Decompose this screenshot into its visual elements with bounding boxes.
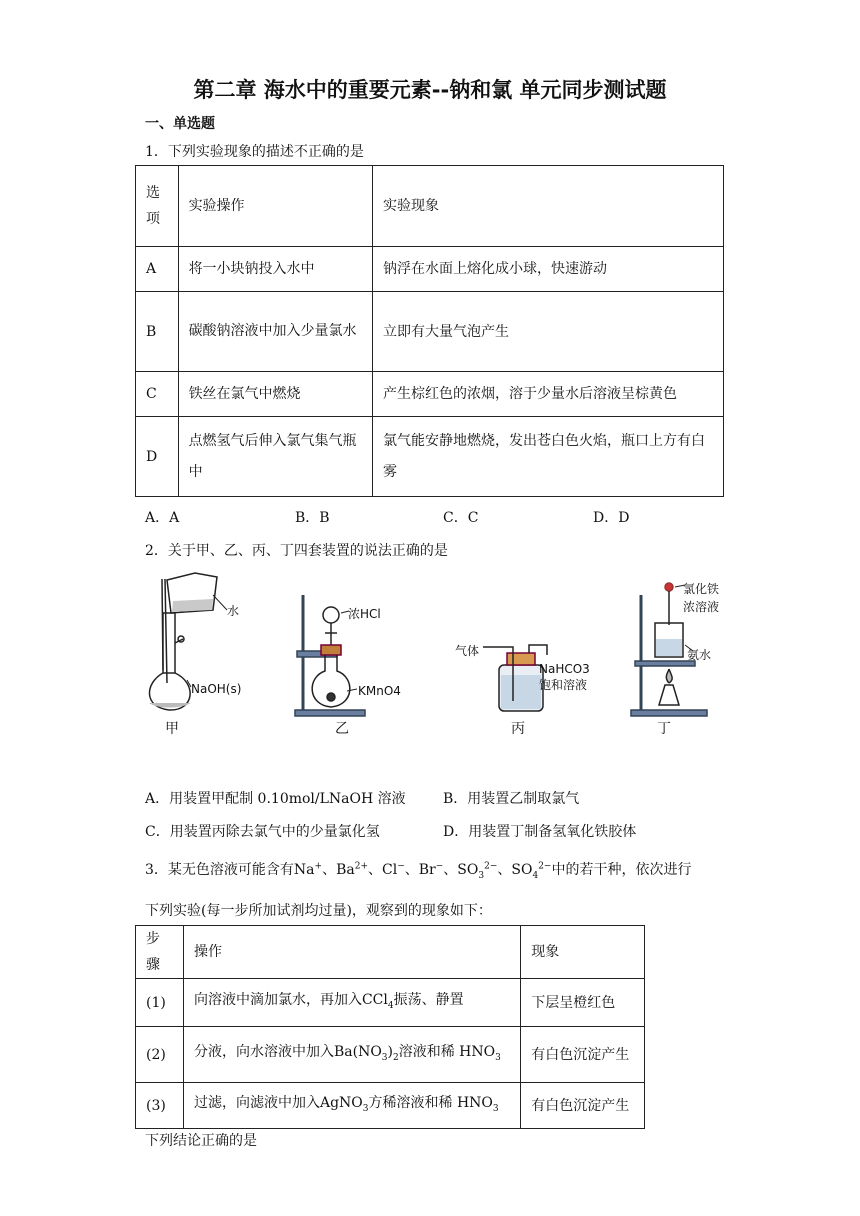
table-row [136,1083,645,1129]
q3-conclusion: 下列结论正确的是 [145,1133,257,1149]
q3-header-operation: 操作 [183,926,520,979]
q1-choice-a[interactable]: A．A [145,510,180,526]
q3-table-header [136,926,645,979]
ding-caption: 丁 [657,721,671,737]
jia-solid-label: NaOH(s) [191,682,242,696]
table-row [136,1027,645,1083]
bing-solution-label-1: NaHCO3 [539,662,590,676]
q1-row-op: 碳酸钠溶液中加入少量氯水 [178,292,372,372]
q1-row-res: 立即有大量气泡产生 [373,292,724,372]
q1-row-opt: B [136,292,179,372]
q1-row-op: 铁丝在氯气中燃烧 [178,372,372,417]
bing-solution-label-2: 饱和溶液 [539,678,588,692]
table-row [136,372,724,417]
ding-ammonia-label: 氨水 [687,648,712,662]
q3-row-res: 有白色沉淀产生 [521,1083,645,1129]
q2-choice-c[interactable]: C．用装置丙除去氯气中的少量氯化氢 [145,824,380,840]
ding-fecl3-label-1: 氯化铁 [683,582,720,596]
q2-apparatus-figure [135,565,720,745]
q1-row-opt: C [136,372,179,417]
q2-stem: 2．关于甲、乙、丙、丁四套装置的说法正确的是 [145,543,448,559]
q1-row-opt: A [136,247,179,292]
q3-row-res: 下层呈橙红色 [521,979,645,1027]
q1-row-opt: D [136,417,179,497]
q1-header-operation: 实验操作 [178,166,372,247]
q3-row-res: 有白色沉淀产生 [521,1027,645,1083]
table-row [136,247,724,292]
q3-row-step: (1) [136,979,184,1027]
apparatus-bing [483,645,547,711]
table-row [136,292,724,372]
ding-fecl3-label-2: 浓溶液 [683,600,720,614]
q1-row-op: 将一小块钠投入水中 [178,247,372,292]
jia-water-label: 水 [227,604,240,618]
q3-row-op: 分液，向水溶液中加入$Ba(NO_3)_2$溶液和稀 $HNO_3$ [183,1027,520,1083]
q1-stem: 1．下列实验现象的描述不正确的是 [145,144,364,160]
q1-row-res: 钠浮在水面上熔化成小球，快速游动 [373,247,724,292]
q1-row-res: 氯气能安静地燃烧，发出苍白色火焰，瓶口上方有白雾 [373,417,724,497]
q2-choice-b[interactable]: B．用装置乙制取氯气 [443,791,580,807]
q1-choice-c[interactable]: C．C [443,510,479,526]
q1-choice-b[interactable]: B．B [295,510,330,526]
q1-choice-d[interactable]: D．D [593,510,630,526]
q2-choice-d[interactable]: D．用装置丁制备氢氧化铁胶体 [443,824,637,840]
jia-caption: 甲 [165,721,179,737]
bing-gas-label: 气体 [455,644,480,658]
q3-header-phenomenon: 现象 [521,926,645,979]
q3-row-step: (2) [136,1027,184,1083]
q2-choice-a[interactable]: A．用装置甲配制 0.10mol/LNaOH 溶液 [145,791,406,807]
section-heading: 一、单选题 [145,116,215,132]
q3-row-op: 向溶液中滴加氯水，再加入CCl$_4$振荡、静置 [183,979,520,1027]
q1-row-op: 点燃氢气后伸入氯气集气瓶中 [178,417,372,497]
q1-row-res: 产生棕红色的浓烟，溶于少量水后溶液呈棕黄色 [373,372,724,417]
yi-kmno4-label: KMnO4 [358,684,401,698]
table-row [136,979,645,1027]
q3-stem-line2: 下列实验(每一步所加试剂均过量)，观察到的现象如下： [145,903,492,919]
q3-row-op: 过滤，向滤液中加入AgNO$_3$方稀溶液和稀 $HNO_3$ [183,1083,520,1129]
q1-table-header [136,166,724,247]
q1-header-option: 选项 [136,166,179,247]
bing-caption: 丙 [511,721,525,737]
yi-hcl-label: 浓HCl [348,607,381,621]
q3-stem: 3．某无色溶液可能含有Na+、$Ba^{2+}$、Cl−、Br−、$SO_3^{2-}$、$SO_4^{2-}$中的若干种，依次进行 [145,861,692,881]
q1-table [135,165,724,497]
q3-row-step: (3) [136,1083,184,1129]
table-row [136,417,724,497]
page-title: 第二章 海水中的重要元素--钠和氯 单元同步测试题 [193,78,667,102]
yi-caption: 乙 [335,721,349,737]
q1-header-phenomenon: 实验现象 [373,166,724,247]
q3-header-step: 步骤 [136,926,184,979]
q3-table [135,925,645,1129]
